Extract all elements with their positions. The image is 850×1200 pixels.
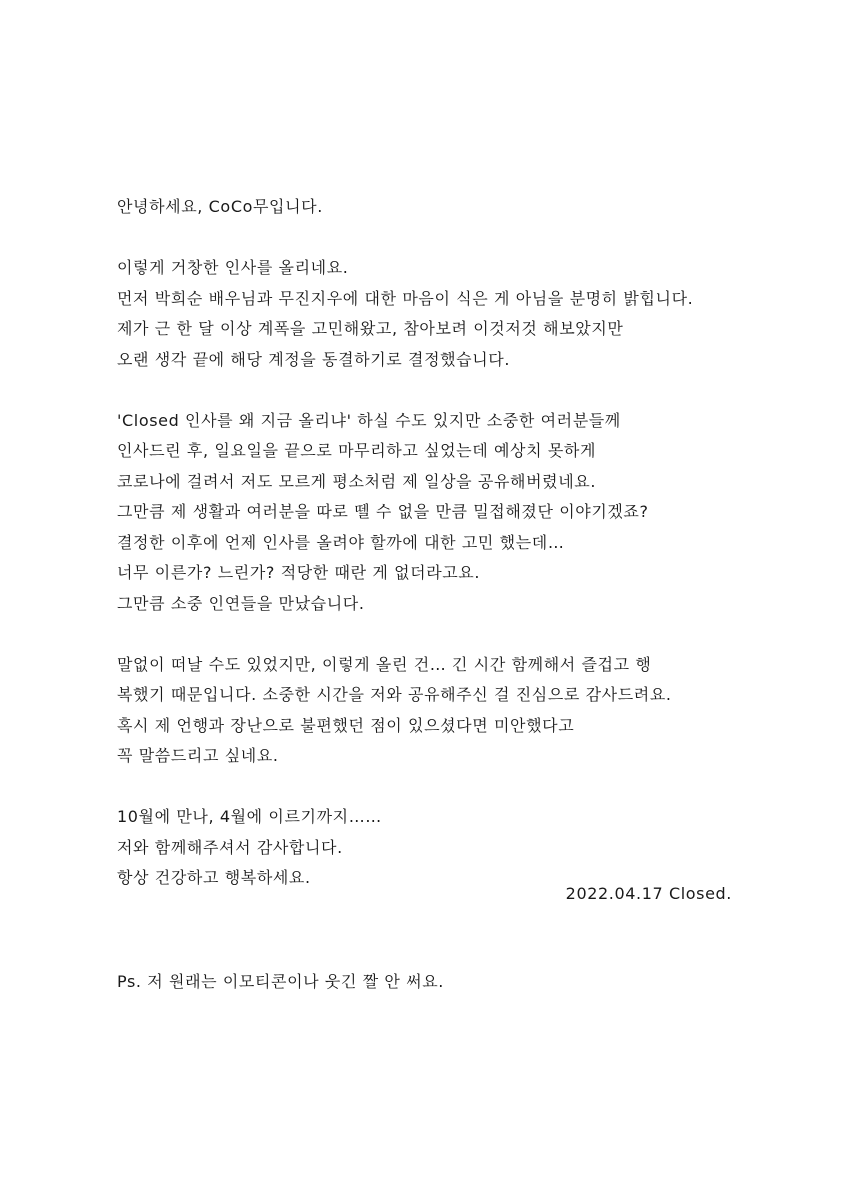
paragraph-2-line-7: 그만큼 소중 인연들을 만났습니다.: [117, 593, 365, 613]
paragraph-2-line-1: 'Closed 인사를 왜 지금 올리냐' 하실 수도 있지만 소중한 여러분들께: [117, 410, 621, 430]
paragraph-1-line-1: 이렇게 거창한 인사를 올리네요.: [117, 258, 349, 277]
closing-date: 2022.04.17 Closed.: [565, 884, 732, 903]
paragraph-2-line-6: 너무 이른가? 느린가? 적당한 때란 게 없더라고요.: [117, 563, 481, 582]
paragraph-1-line-2: 먼저 박희순 배우님과 무진지우에 대한 마음이 식은 게 아님을 분명히 밝힙니다.: [117, 288, 694, 308]
paragraph-3-line-3: 혹시 제 언행과 장난으로 불편했던 점이 있으셨다면 미안했다고: [117, 715, 575, 735]
paragraph-2-line-2: 인사드린 후, 일요일을 끝으로 마무리하고 싶었는데 예상치 못하게: [117, 441, 596, 460]
paragraph-gap: [117, 223, 757, 254]
paragraph-3-line-2: 복했기 때문입니다. 소중한 시간을 저와 공유해주신 걸 진심으로 감사드려요.: [117, 685, 672, 704]
paragraph-3-line-1: 말없이 떠날 수도 있었지만, 이렇게 올린 건… 긴 시간 함께해서 즐겁고 행: [117, 654, 652, 674]
paragraph-4-line-3: 항상 건강하고 행복하세요.: [117, 868, 311, 887]
paragraph-4-line-2: 저와 함께해주셔서 감사합니다.: [117, 837, 343, 857]
paragraph-4-line-1: 10월에 만나, 4월에 이르기까지……: [117, 807, 382, 826]
paragraph-gap: [117, 619, 757, 650]
paragraph-2-line-4: 그만큼 제 생활과 여러분을 따로 뗄 수 없을 만큼 밀접해졌단 이야기겠죠?: [117, 502, 649, 521]
paragraph-gap: [117, 772, 757, 803]
paragraph-3-line-4: 꼭 말씀드리고 싶네요.: [117, 746, 279, 765]
paragraph-1-line-4: 오랜 생각 끝에 해당 계정을 동결하기로 결정했습니다.: [117, 349, 511, 369]
greeting: 안녕하세요, CoCo무입니다.: [117, 197, 323, 216]
postscript: Ps. 저 원래는 이모티콘이나 웃긴 짤 안 써요.: [117, 972, 444, 991]
paragraph-2-line-5: 결정한 이후에 언제 인사를 올려야 할까에 대한 고민 했는데…: [117, 532, 565, 552]
paragraph-2-line-3: 코로나에 걸려서 저도 모르게 평소처럼 제 일상을 공유해버렸네요.: [117, 471, 596, 491]
paragraph-1-line-3: 제가 근 한 달 이상 계폭을 고민해왔고, 참아보려 이것저것 해보았지만: [117, 319, 624, 338]
paragraph-gap: [117, 375, 757, 406]
letter-body: [117, 192, 757, 894]
